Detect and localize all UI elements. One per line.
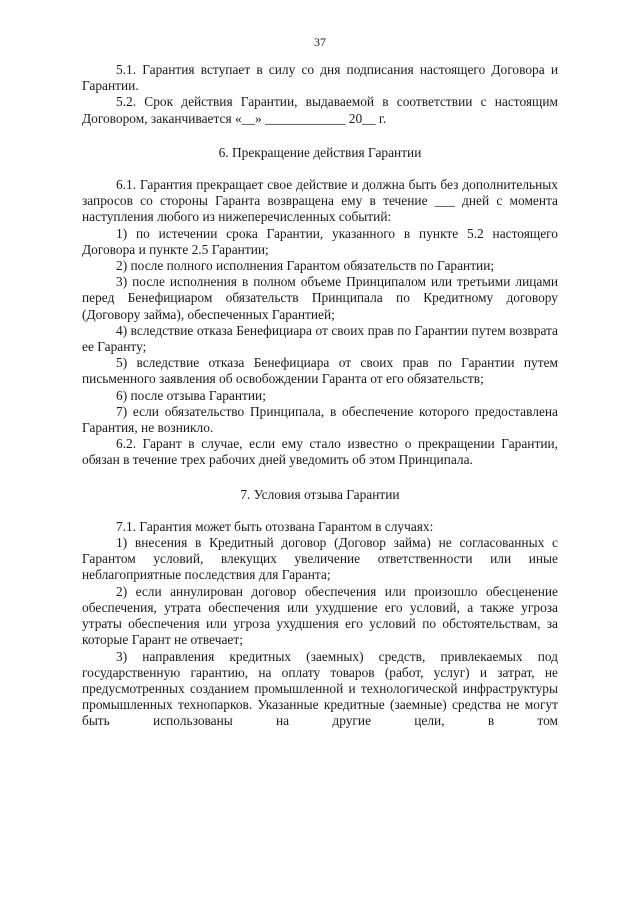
list-item-6-1-5: 5) вследствие отказа Бенефициара от своих прав по Гарантии путем письменного заявления об освобождении Гаранта от его обязательств; (82, 355, 558, 387)
paragraph-7-1: 7.1. Гарантия может быть отозвана Гарантом в случаях: (116, 518, 434, 534)
list-item-6-1-1: 1) по истечении срока Гарантии, указанного в пункте 5.2 настоящего Договора и пункте 2.5 Гарантии; (82, 225, 558, 257)
list-item-6-1-3: 3) после исполнения в полном объеме Принципалом или третьими лицами перед Бенефициаром обязательств Принципала по Кредитному договору (Договору займа), обеспеченных Гарантией; (82, 274, 558, 322)
list-item-7-1-2: 2) если аннулирован договор обеспечения или произошло обесценение обеспечения, утрата обеспечения или ухудшение его условий, а также угроза утраты обеспечения или угроза ухудшения его условий по обстоятельствам, за которые Гарант не отвечает; (82, 583, 558, 648)
paragraph-5-2: 5.2. Срок действия Гарантии, выдаваемой в соответствии с настоящим Договором, заканчивается «__» ____________ 20__ г. (82, 94, 558, 126)
list-item-6-1-6: 6) после отзыва Гарантии; (116, 387, 266, 403)
list-item-6-1-7: 7) если обязательство Принципала, в обеспечение которого предоставлена Гарантия, не возникло. (82, 403, 558, 436)
list-item-7-1-3: 3) направления кредитных (заемных) средств, привлекаемых под государственную гарантию, на оплату товаров (работ, услуг) и затрат, не предусмотренных созданием промышленной и технологической инфраструктуры промышленных технопарков. Указанные кредитные (заемные) средства не могут быть использованы на другие цели, в том (82, 648, 558, 729)
paragraph-5-1: 5.1. Гарантия вступает в силу со дня подписания настоящего Договора и Гарантии. (82, 62, 558, 94)
section-6-heading: 6. Прекращение действия Гарантии (218, 144, 422, 160)
page-number: 37 (314, 35, 326, 49)
list-item-7-1-1: 1) внесения в Кредитный договор (Договор займа) не согласованных с Гарантом условий, влекущих увеличение ответственности или иные неблагоприятные последствия для Гаранта; (82, 535, 558, 583)
paragraph-6-2: 6.2. Гарант в случае, если ему стало известно о прекращении Гарантии, обязан в течение трех рабочих дней уведомить об этом Принципала. (82, 436, 558, 468)
list-item-6-1-4: 4) вследствие отказа Бенефициара от своих прав по Гарантии путем возврата ее Гаранту; (82, 322, 558, 355)
document-body (82, 62, 558, 730)
paragraph-6-1: 6.1. Гарантия прекращает свое действие и должна быть без дополнительных запросов со стороны Гаранта возвращена ему в течение ___ дней с момента наступления любого из нижеперечисленных событий: (82, 177, 558, 225)
list-item-6-1-2: 2) после полного исполнения Гарантом обязательств по Гарантии; (116, 258, 495, 274)
section-7-heading: 7. Условия отзыва Гарантии (240, 486, 400, 502)
